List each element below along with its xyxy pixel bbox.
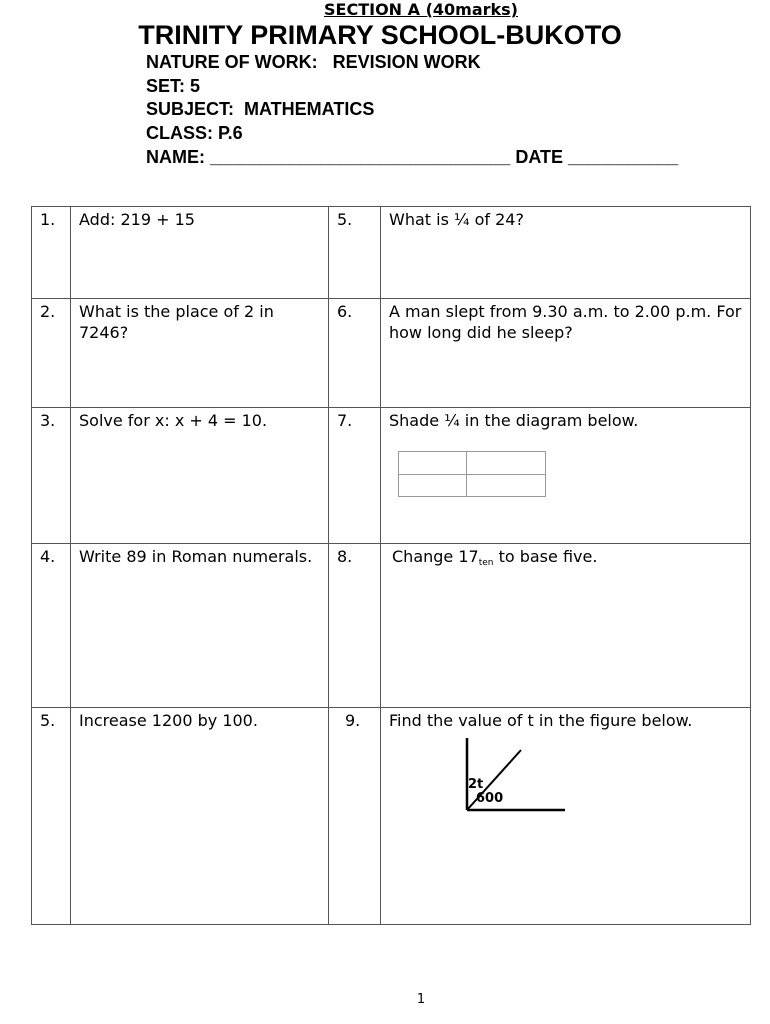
question-text: Solve for x: x + 4 = 10. — [71, 408, 329, 544]
name-date-line: NAME: ______________________________ DATE ___________ — [146, 147, 679, 167]
set-number: SET: 5 — [146, 76, 201, 96]
angle-label-2t: 2t — [468, 777, 484, 792]
question-number: 5. — [32, 708, 71, 925]
diagram-cell — [466, 451, 546, 475]
question-number: 2. — [32, 299, 71, 408]
question-text: What is the place of 2 in 7246? — [71, 299, 329, 408]
table-row — [32, 207, 751, 299]
table-row — [32, 408, 751, 544]
page-number: 1 — [416, 992, 426, 1007]
question-number: 8. — [329, 544, 381, 708]
class: CLASS: P.6 — [146, 123, 243, 143]
question-number: 9. — [329, 708, 381, 925]
question-text — [381, 544, 751, 708]
question-text: Increase 1200 by 100. — [71, 708, 329, 925]
q8-subscript: ten — [478, 558, 494, 568]
q8-text-after: to base five. — [493, 547, 598, 566]
nature-of-work: NATURE OF WORK: REVISION WORK — [146, 52, 481, 72]
diagram-cell — [466, 474, 546, 497]
question-text: What is ¼ of 24? — [381, 207, 751, 299]
q8-text: Change 17 — [392, 547, 479, 566]
shading-diagram — [398, 451, 546, 497]
question-text: Shade ¼ in the diagram below. — [381, 408, 751, 544]
diagram-cell — [398, 451, 467, 475]
question-number: 3. — [32, 408, 71, 544]
angle-figure — [455, 735, 575, 820]
question-text: Add: 219 + 15 — [71, 207, 329, 299]
question-number: 4. — [32, 544, 71, 708]
question-text: Find the value of t in the figure below. — [381, 708, 751, 925]
question-number: 7. — [329, 408, 381, 544]
diagram-cell — [398, 474, 467, 497]
question-number: 5. — [329, 207, 381, 299]
angle-label-600: 600 — [476, 791, 504, 806]
question-number: 1. — [32, 207, 71, 299]
section-heading: SECTION A (40marks) — [324, 0, 518, 19]
question-number: 6. — [329, 299, 381, 408]
questions-table — [31, 206, 751, 925]
table-row — [32, 708, 751, 925]
table-row — [32, 299, 751, 408]
question-text: Write 89 in Roman numerals. — [71, 544, 329, 708]
subject: SUBJECT: MATHEMATICS — [146, 99, 375, 119]
question-text: A man slept from 9.30 a.m. to 2.00 p.m. For how long did he sleep? — [381, 299, 751, 408]
school-name: TRINITY PRIMARY SCHOOL-BUKOTO — [138, 20, 622, 50]
table-row — [32, 544, 751, 708]
